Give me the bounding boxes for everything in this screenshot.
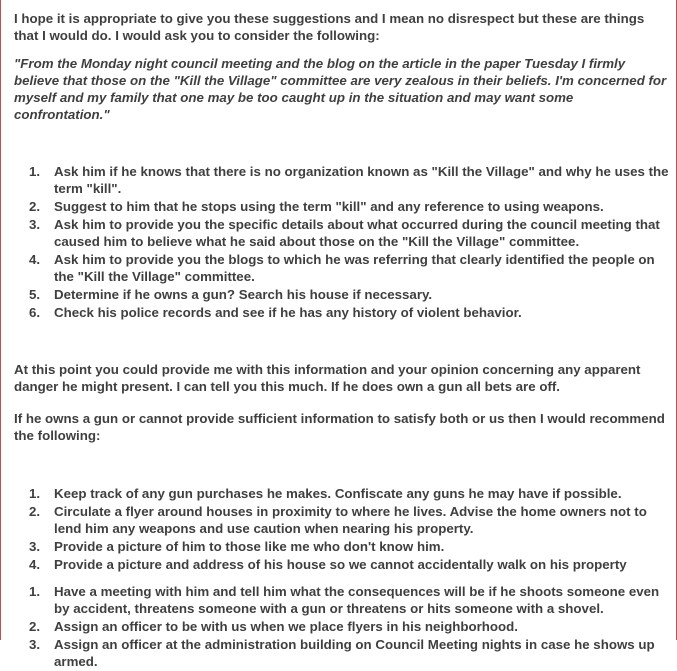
list-text: Circulate a flyer around houses in proximity to where he lives. Advise the home owners not to lend him any weapons and use caution when nearing his property. xyxy=(54,504,647,536)
list-number: 2. xyxy=(29,504,41,519)
list-number: 1. xyxy=(29,164,41,179)
list-item xyxy=(14,485,672,502)
recommendation-list xyxy=(14,485,672,573)
list-text: Check his police records and see if he has any history of violent behavior. xyxy=(54,305,522,320)
list-text: Assign an officer to be with us when we place flyers in his neighborhood. xyxy=(54,619,518,634)
list-text: Suggest to him that he stops using the term "kill" and any reference to using weapons. xyxy=(54,199,604,214)
list-item xyxy=(14,198,672,215)
list-item xyxy=(14,636,672,670)
list-text: Determine if he owns a gun? Search his house if necessary. xyxy=(54,287,433,302)
list-item xyxy=(14,304,672,321)
list-number: 1. xyxy=(29,584,41,599)
list-number: 2. xyxy=(29,619,41,634)
police-action-list xyxy=(14,583,672,670)
list-item xyxy=(14,538,672,555)
list-number: 3. xyxy=(29,539,41,554)
list-text: Ask him to provide you the specific details about what occurred during the council meeting that caused him to believe what he said about those on the "Kill the Village" committee. xyxy=(54,217,660,249)
list-text: Provide a picture and address of his house so we cannot accidentally walk on his property xyxy=(54,557,627,572)
list-item xyxy=(14,618,672,635)
list-item xyxy=(14,583,672,617)
list-number: 3. xyxy=(29,637,41,652)
suggestion-list xyxy=(14,163,672,321)
list-item xyxy=(14,163,672,197)
list-item xyxy=(14,286,672,303)
list-item xyxy=(14,216,672,250)
list-number: 1. xyxy=(29,486,41,501)
list-number: 6. xyxy=(29,305,41,320)
list-text: Ask him to provide you the blogs to which he was referring that clearly identified the people on the "Kill the Village" committee. xyxy=(54,252,655,284)
list-text: Assign an officer at the administration building on Council Meeting nights in case he shows up armed. xyxy=(54,637,655,669)
list-item xyxy=(14,503,672,537)
opinion-paragraph: At this point you could provide me with this information and your opinion concerning any apparent danger he might present. I can tell you this much. If he does own a gun all bets are off. xyxy=(14,362,641,394)
list-text: Have a meeting with him and tell him what the consequences will be if he shoots someone even by accident, threatens someone with a gun or threatens or hits someone with a shovel. xyxy=(54,584,660,616)
list-text: Ask him if he knows that there is no organization known as "Kill the Village" and why he uses the term "kill". xyxy=(54,164,669,196)
list-number: 4. xyxy=(29,557,41,572)
list-number: 2. xyxy=(29,199,41,214)
list-number: 4. xyxy=(29,252,41,267)
list-number: 3. xyxy=(29,217,41,232)
list-item xyxy=(14,251,672,285)
recommendation-paragraph: If he owns a gun or cannot provide sufficient information to satisfy both or us then I would recommend the following: xyxy=(14,411,665,443)
list-text: Keep track of any gun purchases he makes. Confiscate any guns he may have if possible. xyxy=(54,486,622,501)
list-text: Provide a picture of him to those like me who don't know him. xyxy=(54,539,445,554)
document-body xyxy=(14,10,672,671)
list-item xyxy=(14,556,672,573)
quoted-statement: "From the Monday night council meeting and the blog on the article in the paper Tuesday I firmly believe that those on the "Kill the Village" committee are very zealous in their beliefs. I'm concerned for myself and my family that one may be too caught up in the situation and may want some confrontation." xyxy=(14,56,667,122)
list-number: 5. xyxy=(29,287,41,302)
intro-paragraph: I hope it is appropriate to give you these suggestions and I mean no disrespect but these are things that I would do. I would ask you to consider the following: xyxy=(14,11,645,43)
